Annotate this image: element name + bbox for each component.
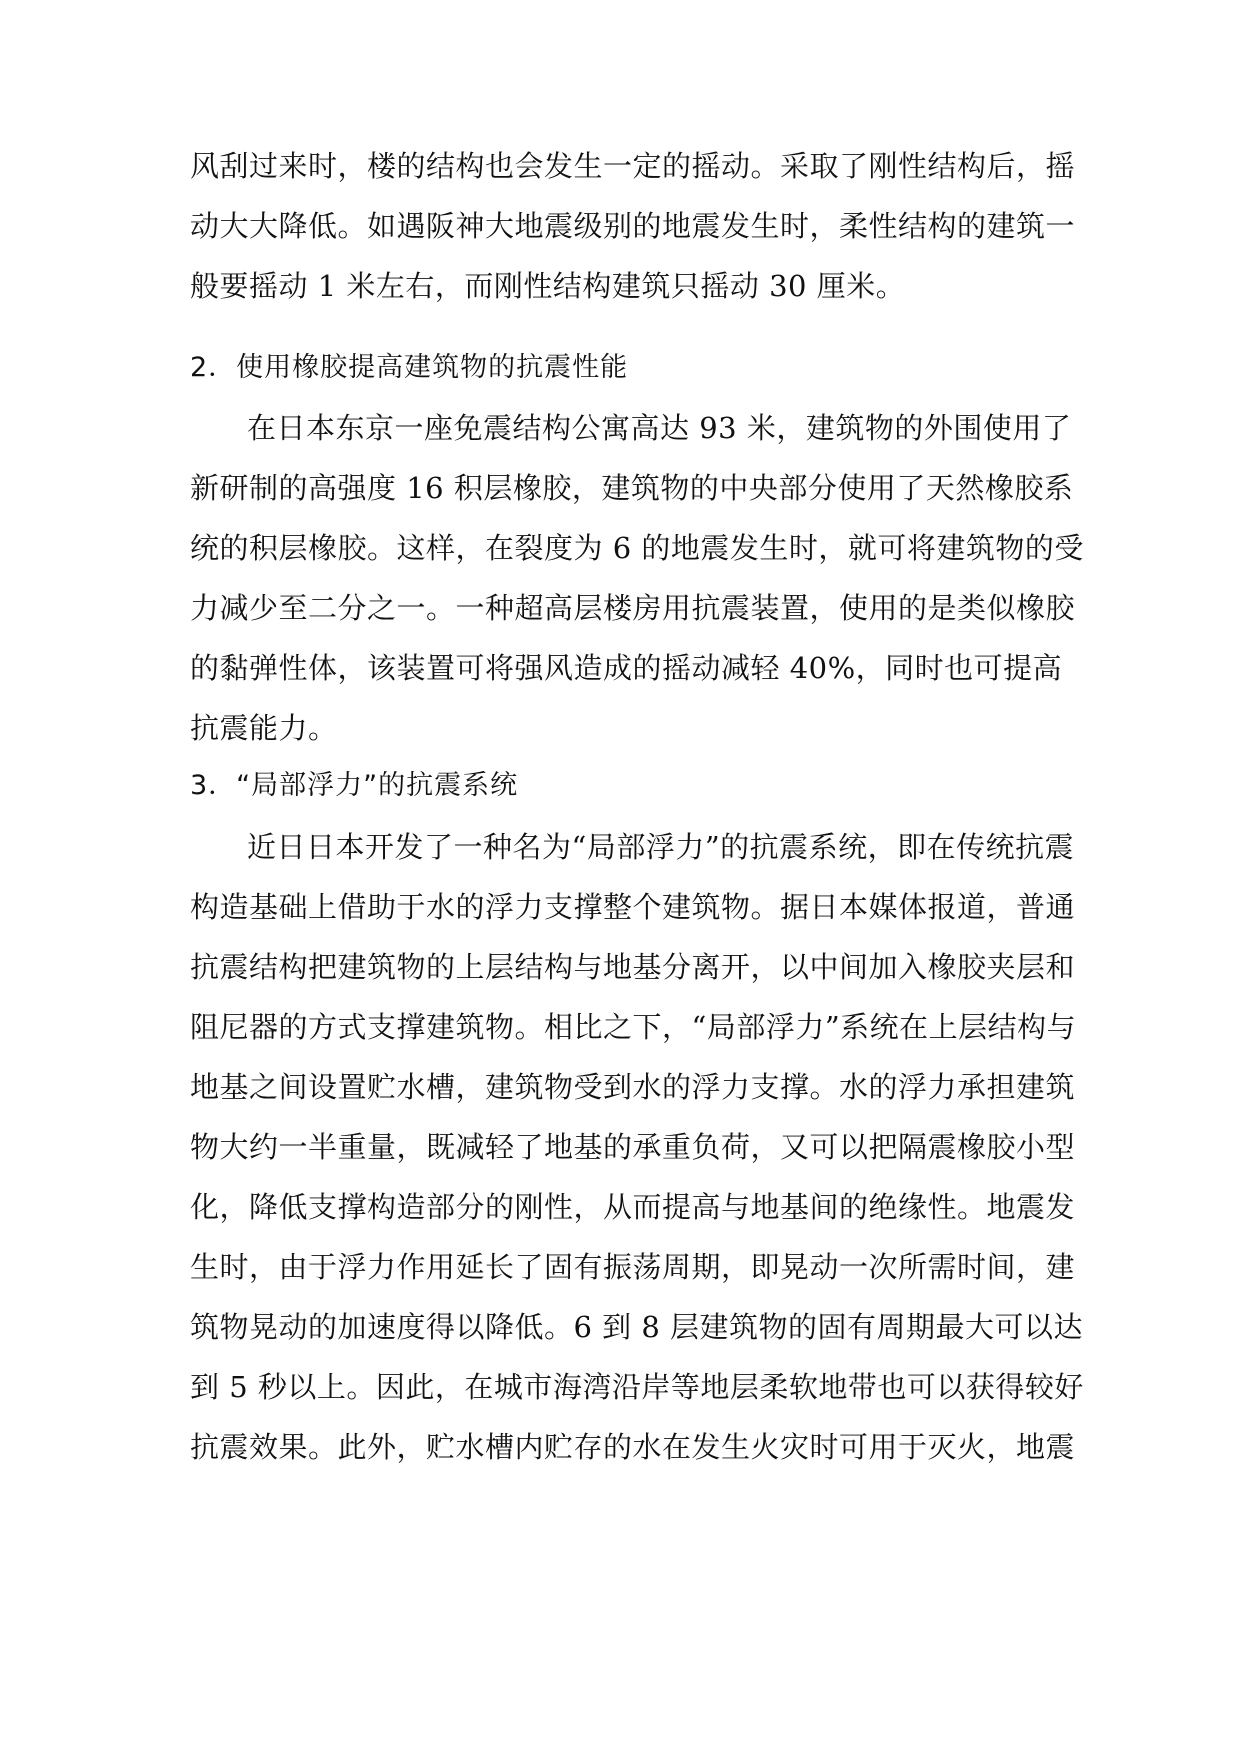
paragraph-line: 抗震结构把建筑物的上层结构与地基分离开，以中间加入橡胶夹层和 — [190, 950, 1076, 984]
section-heading: 2．使用橡胶提高建筑物的抗震性能 — [190, 352, 629, 383]
paragraph-line: 地基之间设置贮水槽，建筑物受到水的浮力支撑。水的浮力承担建筑 — [190, 1070, 1076, 1104]
paragraph-line: 近日日本开发了一种名为“局部浮力”的抗震系统，即在传统抗震 — [247, 830, 1075, 864]
paragraph-line: 般要摇动 1 米左右，而刚性结构建筑只摇动 30 厘米。 — [190, 269, 906, 303]
paragraph-line: 物大约一半重量，既减轻了地基的承重负荷，又可以把隔震橡胶小型 — [190, 1130, 1076, 1164]
paragraph-line: 抗震能力。 — [190, 711, 338, 745]
paragraph-line: 阻尼器的方式支撑建筑物。相比之下，“局部浮力”系统在上层结构与 — [190, 1010, 1077, 1044]
paragraph-line: 在日本东京一座免震结构公寓高达 93 米，建筑物的外围使用了 — [247, 411, 1072, 445]
paragraph-line: 统的积层橡胶。这样，在裂度为 6 的地震发生时，就可将建筑物的受 — [190, 531, 1084, 565]
paragraph-line: 风刮过来时，楼的结构也会发生一定的摇动。采取了刚性结构后，摇 — [190, 149, 1076, 183]
paragraph-line: 力减少至二分之一。一种超高层楼房用抗震装置，使用的是类似橡胶 — [190, 591, 1076, 625]
paragraph-line: 的黏弹性体，该装置可将强风造成的摇动减轻 40%，同时也可提高 — [190, 651, 1063, 685]
paragraph-line: 到 5 秒以上。因此，在城市海湾沿岸等地层柔软地带也可以获得较好 — [190, 1370, 1084, 1404]
paragraph-line: 新研制的高强度 16 积层橡胶，建筑物的中央部分使用了天然橡胶系 — [190, 471, 1074, 505]
paragraph-line: 化，降低支撑构造部分的刚性，从而提高与地基间的绝缘性。地震发 — [190, 1190, 1076, 1224]
paragraph-line: 生时，由于浮力作用延长了固有振荡周期，即晃动一次所需时间，建 — [190, 1250, 1076, 1284]
section-heading: 3．“局部浮力”的抗震系统 — [190, 770, 519, 801]
paragraph-line: 动大大降低。如遇阪神大地震级别的地震发生时，柔性结构的建筑一 — [190, 209, 1076, 243]
paragraph-line: 抗震效果。此外，贮水槽内贮存的水在发生火灾时可用于灭火，地震 — [190, 1430, 1076, 1464]
paragraph-line: 构造基础上借助于水的浮力支撑整个建筑物。据日本媒体报道，普通 — [190, 890, 1076, 924]
paragraph-line: 筑物晃动的加速度得以降低。6 到 8 层建筑物的固有周期最大可以达 — [190, 1310, 1084, 1344]
